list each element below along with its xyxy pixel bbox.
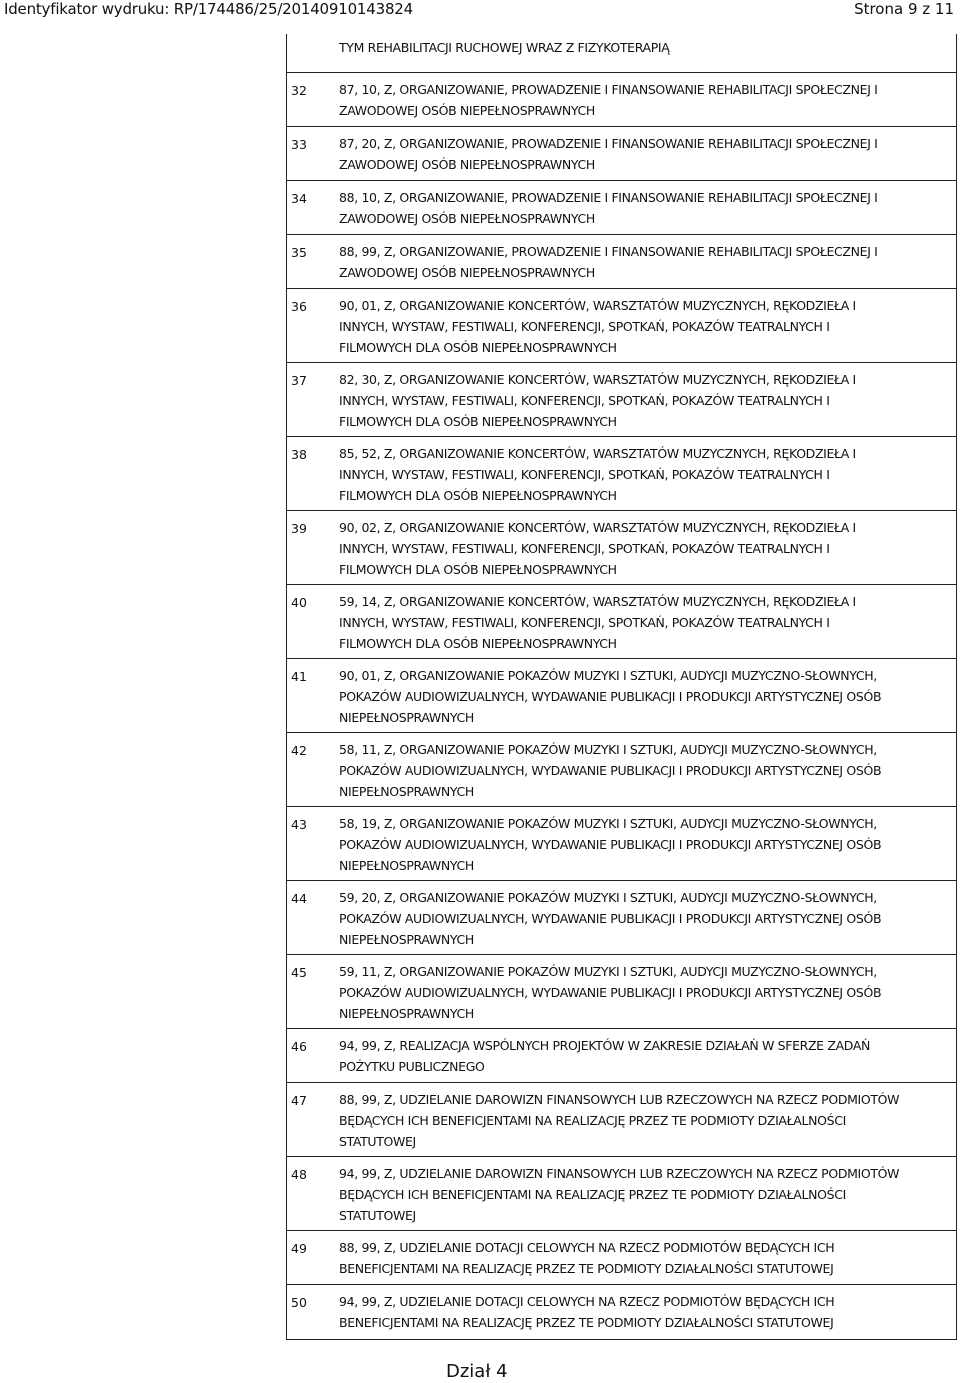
row-text-line: 59, 20, Z, ORGANIZOWANIE POKAZÓW MUZYKI I SZTUKI, AUDYCJI MUZYCZNO-SŁOWNYCH, xyxy=(339,890,877,905)
row-number: 45 xyxy=(291,965,307,980)
row-text xyxy=(339,591,954,654)
row-text-line: POŻYTKU PUBLICZNEGO xyxy=(339,1059,485,1074)
row-text-line: FILMOWYCH DLA OSÓB NIEPEŁNOSPRAWNYCH xyxy=(339,340,617,355)
row-number: 33 xyxy=(291,137,307,152)
table-row xyxy=(287,289,956,363)
row-text xyxy=(339,961,954,1024)
row-text-line: 87, 20, Z, ORGANIZOWANIE, PROWADZENIE I FINANSOWANIE REHABILITACJI SPOŁECZNEJ I xyxy=(339,136,878,151)
table-row xyxy=(287,1157,956,1231)
row-text-line: ZAWODOWEJ OSÓB NIEPEŁNOSPRAWNYCH xyxy=(339,103,595,118)
table-row xyxy=(287,881,956,955)
row-number: 46 xyxy=(291,1039,307,1054)
row-text-line: 88, 99, Z, ORGANIZOWANIE, PROWADZENIE I FINANSOWANIE REHABILITACJI SPOŁECZNEJ I xyxy=(339,244,878,259)
row-text xyxy=(339,1291,954,1333)
row-text xyxy=(339,295,954,358)
row-number: 32 xyxy=(291,83,307,98)
print-identifier: Identyfikator wydruku: RP/174486/25/20140910143824 xyxy=(4,0,413,18)
row-text-line: POKAZÓW AUDIOWIZUALNYCH, WYDAWANIE PUBLIKACJI I PRODUKCJI ARTYSTYCZNEJ OSÓB xyxy=(339,837,882,852)
row-number: 42 xyxy=(291,743,307,758)
table-row xyxy=(287,733,956,807)
row-number: 41 xyxy=(291,669,307,684)
row-text xyxy=(339,1035,954,1077)
table-row xyxy=(287,363,956,437)
table-row xyxy=(287,1285,956,1339)
row-text-line: 88, 99, Z, UDZIELANIE DOTACJI CELOWYCH NA RZECZ PODMIOTÓW BĘDĄCYCH ICH xyxy=(339,1240,835,1255)
row-text-line: 90, 01, Z, ORGANIZOWANIE KONCERTÓW, WARSZTATÓW MUZYCZNYCH, RĘKODZIEŁA I xyxy=(339,298,856,313)
row-text-line: 58, 19, Z, ORGANIZOWANIE POKAZÓW MUZYKI I SZTUKI, AUDYCJI MUZYCZNO-SŁOWNYCH, xyxy=(339,816,877,831)
row-text-line: 88, 99, Z, UDZIELANIE DAROWIZN FINANSOWYCH LUB RZECZOWYCH NA RZECZ PODMIOTÓW xyxy=(339,1092,900,1107)
table-row xyxy=(287,1083,956,1157)
row-text: TYM REHABILITACJI RUCHOWEJ WRAZ Z FIZYKOTERAPIĄ xyxy=(339,40,670,55)
table-row xyxy=(287,181,956,235)
row-text xyxy=(339,241,954,283)
row-text-line: FILMOWYCH DLA OSÓB NIEPEŁNOSPRAWNYCH xyxy=(339,488,617,503)
row-text-line: NIEPEŁNOSPRAWNYCH xyxy=(339,858,474,873)
row-text-line: 94, 99, Z, REALIZACJA WSPÓLNYCH PROJEKTÓW W ZAKRESIE DZIAŁAŃ W SFERZE ZADAŃ xyxy=(339,1038,871,1053)
row-text-line: INNYCH, WYSTAW, FESTIWALI, KONFERENCJI, SPOTKAŃ, POKAZÓW TEATRALNYCH I xyxy=(339,615,830,630)
row-text-line: BĘDĄCYCH ICH BENEFICJENTAMI NA REALIZACJĘ PRZEZ TE PODMIOTY DZIAŁALNOŚCI xyxy=(339,1187,846,1202)
row-text xyxy=(339,665,954,728)
row-text-line: FILMOWYCH DLA OSÓB NIEPEŁNOSPRAWNYCH xyxy=(339,636,617,651)
table-row xyxy=(287,955,956,1029)
row-text-line: FILMOWYCH DLA OSÓB NIEPEŁNOSPRAWNYCH xyxy=(339,414,617,429)
row-number: 37 xyxy=(291,373,307,388)
page-number: Strona 9 z 11 xyxy=(854,0,954,18)
row-text xyxy=(339,517,954,580)
row-text-line: 58, 11, Z, ORGANIZOWANIE POKAZÓW MUZYKI I SZTUKI, AUDYCJI MUZYCZNO-SŁOWNYCH, xyxy=(339,742,877,757)
row-text-line: POKAZÓW AUDIOWIZUALNYCH, WYDAWANIE PUBLIKACJI I PRODUKCJI ARTYSTYCZNEJ OSÓB xyxy=(339,985,882,1000)
row-text xyxy=(339,739,954,802)
table-row xyxy=(287,235,956,289)
row-text-line: STATUTOWEJ xyxy=(339,1134,416,1149)
table-row-continuation xyxy=(287,34,956,73)
row-number: 35 xyxy=(291,245,307,260)
row-number: 40 xyxy=(291,595,307,610)
row-text xyxy=(339,369,954,432)
row-text xyxy=(339,79,954,121)
table-row xyxy=(287,585,956,659)
row-text-line: 59, 14, Z, ORGANIZOWANIE KONCERTÓW, WARSZTATÓW MUZYCZNYCH, RĘKODZIEŁA I xyxy=(339,594,856,609)
row-text-line: 94, 99, Z, UDZIELANIE DAROWIZN FINANSOWYCH LUB RZECZOWYCH NA RZECZ PODMIOTÓW xyxy=(339,1166,900,1181)
row-text-line: INNYCH, WYSTAW, FESTIWALI, KONFERENCJI, SPOTKAŃ, POKAZÓW TEATRALNYCH I xyxy=(339,393,830,408)
row-number: 44 xyxy=(291,891,307,906)
row-text xyxy=(339,1089,954,1152)
row-text-line: INNYCH, WYSTAW, FESTIWALI, KONFERENCJI, SPOTKAŃ, POKAZÓW TEATRALNYCH I xyxy=(339,541,830,556)
table-row xyxy=(287,1029,956,1083)
row-number: 49 xyxy=(291,1241,307,1256)
row-text-line: BENEFICJENTAMI NA REALIZACJĘ PRZEZ TE PODMIOTY DZIAŁALNOŚCI STATUTOWEJ xyxy=(339,1261,834,1276)
row-text-line: INNYCH, WYSTAW, FESTIWALI, KONFERENCJI, SPOTKAŃ, POKAZÓW TEATRALNYCH I xyxy=(339,319,830,334)
row-number: 34 xyxy=(291,191,307,206)
row-text-line: 94, 99, Z, UDZIELANIE DOTACJI CELOWYCH NA RZECZ PODMIOTÓW BĘDĄCYCH ICH xyxy=(339,1294,835,1309)
row-text xyxy=(339,187,954,229)
row-number: 48 xyxy=(291,1167,307,1182)
row-text-line: 87, 10, Z, ORGANIZOWANIE, PROWADZENIE I FINANSOWANIE REHABILITACJI SPOŁECZNEJ I xyxy=(339,82,878,97)
row-text-line: 85, 52, Z, ORGANIZOWANIE KONCERTÓW, WARSZTATÓW MUZYCZNYCH, RĘKODZIEŁA I xyxy=(339,446,856,461)
row-text xyxy=(339,887,954,950)
row-text xyxy=(339,1163,954,1226)
row-text-line: 90, 02, Z, ORGANIZOWANIE KONCERTÓW, WARSZTATÓW MUZYCZNYCH, RĘKODZIEŁA I xyxy=(339,520,856,535)
row-text-line: NIEPEŁNOSPRAWNYCH xyxy=(339,932,474,947)
table-row xyxy=(287,73,956,127)
section-heading: Dział 4 xyxy=(446,1361,508,1382)
row-text-line: ZAWODOWEJ OSÓB NIEPEŁNOSPRAWNYCH xyxy=(339,211,595,226)
row-text-line: 88, 10, Z, ORGANIZOWANIE, PROWADZENIE I FINANSOWANIE REHABILITACJI SPOŁECZNEJ I xyxy=(339,190,878,205)
row-text-line: ZAWODOWEJ OSÓB NIEPEŁNOSPRAWNYCH xyxy=(339,265,595,280)
table-row xyxy=(287,127,956,181)
row-text-line: 82, 30, Z, ORGANIZOWANIE KONCERTÓW, WARSZTATÓW MUZYCZNYCH, RĘKODZIEŁA I xyxy=(339,372,856,387)
row-text xyxy=(339,813,954,876)
row-text-line: 90, 01, Z, ORGANIZOWANIE POKAZÓW MUZYKI I SZTUKI, AUDYCJI MUZYCZNO-SŁOWNYCH, xyxy=(339,668,877,683)
row-text-line: NIEPEŁNOSPRAWNYCH xyxy=(339,1006,474,1021)
row-number: 47 xyxy=(291,1093,307,1108)
row-text-line: BĘDĄCYCH ICH BENEFICJENTAMI NA REALIZACJĘ PRZEZ TE PODMIOTY DZIAŁALNOŚCI xyxy=(339,1113,846,1128)
row-text-line: POKAZÓW AUDIOWIZUALNYCH, WYDAWANIE PUBLIKACJI I PRODUKCJI ARTYSTYCZNEJ OSÓB xyxy=(339,763,882,778)
row-text-line: NIEPEŁNOSPRAWNYCH xyxy=(339,784,474,799)
table-row xyxy=(287,437,956,511)
row-text-line: 59, 11, Z, ORGANIZOWANIE POKAZÓW MUZYKI I SZTUKI, AUDYCJI MUZYCZNO-SŁOWNYCH, xyxy=(339,964,877,979)
row-number: 38 xyxy=(291,447,307,462)
row-number: 39 xyxy=(291,521,307,536)
table-row xyxy=(287,1231,956,1285)
row-text xyxy=(339,133,954,175)
row-number: 43 xyxy=(291,817,307,832)
table-row xyxy=(287,807,956,881)
row-text-line: BENEFICJENTAMI NA REALIZACJĘ PRZEZ TE PODMIOTY DZIAŁALNOŚCI STATUTOWEJ xyxy=(339,1315,834,1330)
row-number: 36 xyxy=(291,299,307,314)
row-text xyxy=(339,443,954,506)
row-text xyxy=(339,1237,954,1279)
row-text-line: ZAWODOWEJ OSÓB NIEPEŁNOSPRAWNYCH xyxy=(339,157,595,172)
row-text-line: POKAZÓW AUDIOWIZUALNYCH, WYDAWANIE PUBLIKACJI I PRODUKCJI ARTYSTYCZNEJ OSÓB xyxy=(339,911,882,926)
activities-table xyxy=(286,34,957,1340)
row-number: 50 xyxy=(291,1295,307,1310)
row-text-line: STATUTOWEJ xyxy=(339,1208,416,1223)
table-row xyxy=(287,511,956,585)
row-text-line: FILMOWYCH DLA OSÓB NIEPEŁNOSPRAWNYCH xyxy=(339,562,617,577)
row-text-line: INNYCH, WYSTAW, FESTIWALI, KONFERENCJI, SPOTKAŃ, POKAZÓW TEATRALNYCH I xyxy=(339,467,830,482)
row-text-line: NIEPEŁNOSPRAWNYCH xyxy=(339,710,474,725)
row-text-line: POKAZÓW AUDIOWIZUALNYCH, WYDAWANIE PUBLIKACJI I PRODUKCJI ARTYSTYCZNEJ OSÓB xyxy=(339,689,882,704)
table-row xyxy=(287,659,956,733)
